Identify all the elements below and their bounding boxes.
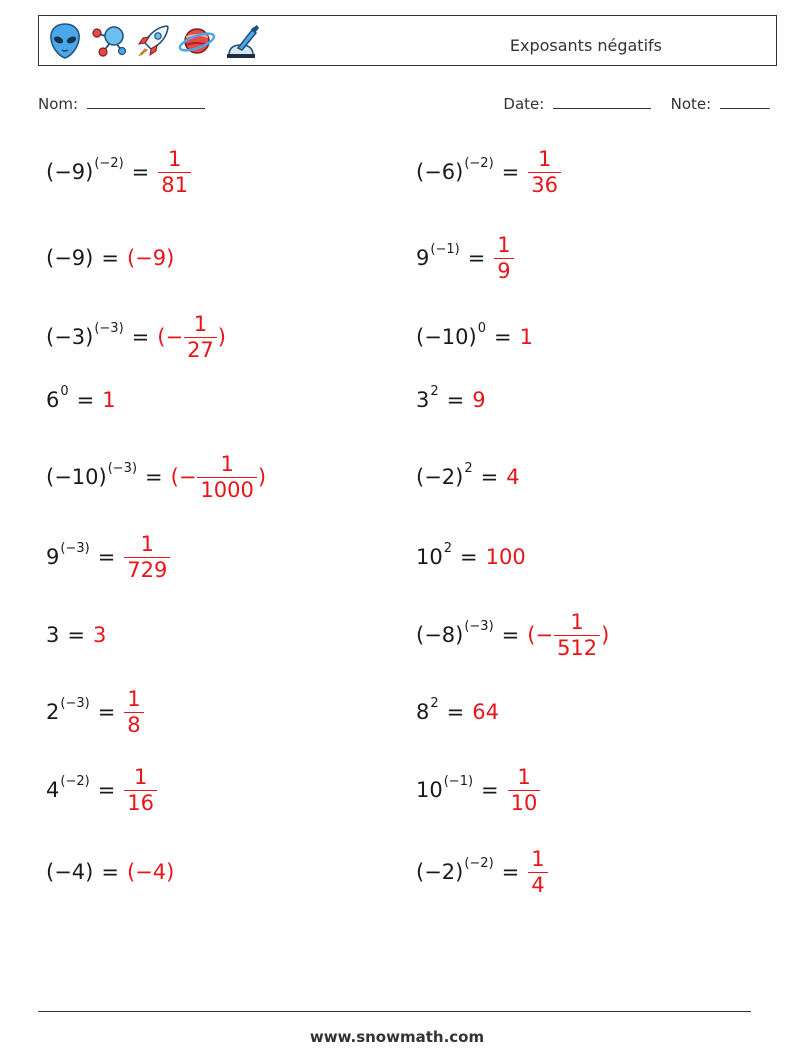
name-field (38, 94, 205, 113)
answer-fraction (124, 688, 143, 735)
problem-exponent: (−2) (94, 155, 124, 171)
problem-base: 3 (46, 623, 60, 647)
problem-item (46, 307, 226, 367)
problem-base: 10 (416, 778, 443, 802)
answer-fraction (184, 313, 217, 360)
problem-base: (−4) (46, 860, 94, 884)
fraction-numerator: 1 (220, 452, 234, 477)
equals-sign: = (501, 860, 520, 884)
fraction-numerator: 1 (127, 687, 141, 712)
answer-suffix: ) (601, 623, 610, 647)
problem-item (46, 447, 266, 507)
problem-item (416, 228, 515, 288)
problem-exponent: (−2) (464, 155, 494, 171)
answer (127, 246, 174, 270)
problem-item (46, 228, 174, 288)
problem-exponent: 0 (60, 383, 69, 399)
problem-exponent: 0 (477, 320, 486, 336)
equals-sign: = (460, 545, 478, 569)
answer-prefix: (− (157, 325, 184, 349)
answer-value: 1 (102, 388, 116, 412)
answer (493, 234, 514, 281)
answer (123, 533, 171, 580)
problem-base: (−6) (416, 160, 464, 184)
problem-exponent: (−3) (94, 320, 124, 336)
problem-exponent: (−3) (107, 460, 138, 476)
fraction-denominator: 1000 (197, 477, 256, 501)
fraction-denominator: 512 (554, 635, 600, 659)
problem-exponent: (−3) (464, 618, 494, 634)
problem-exponent: (−1) (443, 773, 474, 789)
equals-sign: = (480, 465, 499, 489)
answer-value: 3 (92, 623, 107, 647)
footer-url: www.snowmath.com (309, 1028, 485, 1046)
problem-exponent: (−3) (60, 695, 90, 711)
problem-base: (−9) (46, 246, 94, 270)
answer (520, 325, 533, 349)
answer (472, 388, 485, 412)
equals-sign: = (501, 160, 520, 184)
answer-fraction (528, 848, 547, 895)
fraction-denominator: 8 (124, 712, 143, 736)
answer-value: 1 (519, 325, 533, 349)
problem-item (46, 682, 145, 742)
telescope-icon (221, 21, 261, 61)
fraction-numerator: 1 (537, 147, 552, 172)
problem-base: (−2) (416, 465, 464, 489)
fraction-denominator: 10 (508, 790, 541, 814)
answer (171, 453, 266, 500)
answer (102, 388, 115, 412)
answer (527, 611, 609, 658)
equals-sign: = (76, 388, 95, 412)
problem-base: 6 (46, 388, 60, 412)
name-label: Nom: (38, 95, 79, 113)
answer (486, 545, 526, 569)
problem-base: (−9) (46, 160, 94, 184)
equals-sign: = (501, 623, 520, 647)
date-score-fields (503, 94, 770, 113)
equals-sign: = (97, 545, 116, 569)
fraction-denominator: 27 (184, 337, 217, 361)
answer-value: (−9) (126, 246, 175, 270)
score-blank[interactable] (720, 94, 770, 109)
answer (527, 848, 548, 895)
problem-item (416, 842, 549, 902)
problem-base: 2 (46, 700, 60, 724)
footer-divider (38, 1011, 751, 1012)
planet-icon (177, 21, 217, 61)
problem-exponent: (−2) (60, 773, 90, 789)
answer (157, 148, 192, 195)
answer (472, 700, 499, 724)
date-blank[interactable] (553, 94, 651, 109)
problem-item (416, 370, 486, 430)
answer-fraction (554, 611, 600, 658)
fraction-numerator: 1 (531, 847, 545, 872)
worksheet-title: Exposants négatifs (509, 36, 662, 55)
equals-sign: = (145, 465, 163, 489)
fraction-numerator: 1 (133, 765, 148, 790)
problem-item (416, 142, 562, 202)
equals-sign: = (101, 246, 119, 270)
answer-fraction (508, 766, 541, 813)
fraction-denominator: 4 (528, 872, 547, 896)
problem-item (416, 307, 533, 367)
answer-fraction (124, 766, 157, 813)
problem-item (416, 682, 499, 742)
fraction-denominator: 729 (124, 557, 170, 581)
fraction-denominator: 81 (158, 172, 191, 196)
problem-exponent: (−1) (430, 241, 460, 257)
equals-sign: = (67, 623, 85, 647)
problem-item (46, 842, 174, 902)
fraction-numerator: 1 (570, 610, 584, 635)
answer-suffix: ) (257, 465, 267, 489)
date-label: Date: (503, 95, 545, 113)
problem-exponent: 2 (430, 695, 439, 711)
equals-sign: = (481, 778, 499, 802)
header-box (38, 15, 777, 66)
problem-base: (−3) (46, 325, 94, 349)
fraction-denominator: 36 (528, 172, 561, 196)
problem-item (46, 605, 106, 665)
fraction-numerator: 1 (497, 233, 511, 258)
answer-fraction (494, 234, 513, 281)
equals-sign: = (131, 160, 150, 184)
problem-base: 9 (46, 545, 60, 569)
answer (93, 623, 106, 647)
answer-value: 64 (472, 700, 499, 724)
problem-base: 9 (416, 246, 430, 270)
fraction-numerator: 1 (140, 532, 155, 557)
problem-item (416, 527, 526, 587)
equals-sign: = (467, 246, 486, 270)
name-blank[interactable] (87, 94, 205, 109)
equals-sign: = (131, 325, 150, 349)
score-label: Note: (670, 95, 712, 113)
problem-base: (−8) (416, 623, 464, 647)
fraction-numerator: 1 (193, 312, 208, 337)
fraction-denominator: 9 (494, 258, 513, 282)
rocket-icon (133, 21, 173, 61)
answer-value: (−4) (126, 860, 175, 884)
answer-prefix: (− (170, 465, 197, 489)
answer (157, 313, 226, 360)
answer (527, 148, 562, 195)
equals-sign: = (446, 700, 465, 724)
answer-fraction (528, 148, 561, 195)
problem-base: 4 (46, 778, 60, 802)
answer-value: 9 (472, 388, 486, 412)
problem-base: 10 (416, 545, 443, 569)
problem-base: (−10) (416, 325, 477, 349)
answer (507, 766, 542, 813)
problem-item (46, 142, 192, 202)
problem-exponent: (−3) (60, 540, 90, 556)
answer (123, 688, 144, 735)
equals-sign: = (493, 325, 512, 349)
problem-exponent: 2 (443, 540, 453, 556)
fraction-numerator: 1 (517, 765, 531, 790)
problem-base: (−2) (416, 860, 464, 884)
answer-fraction (158, 148, 191, 195)
fraction-numerator: 1 (167, 147, 182, 172)
answer (506, 465, 519, 489)
problem-item (416, 447, 520, 507)
equals-sign: = (446, 388, 465, 412)
answer-fraction (124, 533, 170, 580)
equals-sign: = (101, 860, 119, 884)
answer-fraction (197, 453, 256, 500)
problem-item (416, 760, 541, 820)
problem-exponent: 2 (464, 460, 473, 476)
answer-prefix: (− (527, 623, 554, 647)
answer (127, 860, 174, 884)
problem-base: 8 (416, 700, 430, 724)
equals-sign: = (97, 778, 116, 802)
alien-icon (45, 21, 85, 61)
header-icons (45, 21, 261, 63)
molecule-icon (89, 21, 129, 61)
answer-value: 4 (506, 465, 520, 489)
answer-value: 100 (485, 545, 526, 569)
problem-item (46, 527, 171, 587)
fraction-denominator: 16 (124, 790, 157, 814)
problem-base: (−10) (46, 465, 107, 489)
answer-suffix: ) (217, 325, 226, 349)
problem-exponent: (−2) (464, 855, 494, 871)
problem-item (46, 370, 116, 430)
problem-exponent: 2 (430, 383, 439, 399)
problem-base: 3 (416, 388, 430, 412)
problem-item (46, 760, 158, 820)
problem-item (416, 605, 609, 665)
equals-sign: = (97, 700, 116, 724)
answer (123, 766, 158, 813)
